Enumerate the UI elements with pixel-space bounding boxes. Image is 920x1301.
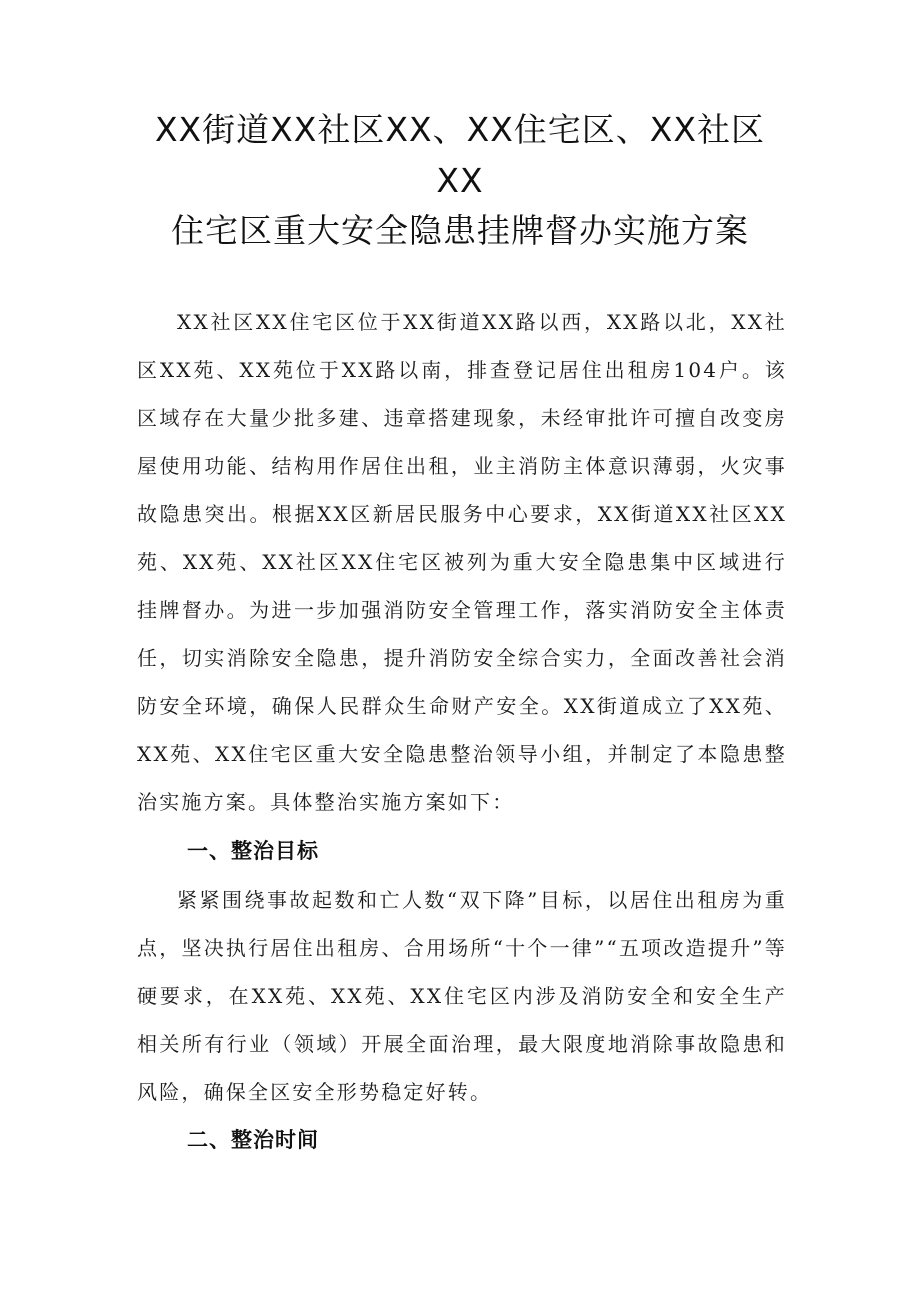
document-title-line-1: XX街道XX社区XX、XX住宅区、XX社区	[154, 110, 766, 149]
goals-paragraph: 紧紧围绕事故起数和亡人数“双下降”目标，以居住出租房为重点，坚决执行居住出租房、合用场所“十个一律”“五项改造提升”等硬要求，在XX苑、XX苑、XX住宅区内涉及消防安全和安全生产相关所有行业（领域）开展全面治理，最大限度地消除事故隐患和风险，确保全区安全形势稳定好转。	[137, 888, 787, 1104]
intro-section	[137, 298, 787, 826]
section-heading-schedule: 二、整治时间	[187, 1128, 319, 1152]
goals-section	[137, 876, 787, 1116]
document-title-line-3: 住宅区重大安全隐患挂牌督办实施方案	[171, 211, 749, 250]
document-title-line-2: XX	[436, 161, 484, 200]
intro-paragraph: XX社区XX住宅区位于XX街道XX路以西，XX路以北，XX社区XX苑、XX苑位于XX路以南，排查登记居住出租房104户。该区域存在大量少批多建、违章搭建现象，未经审批许可擅自改变房屋使用功能、结构用作居住出租，业主消防主体意识薄弱，火灾事故隐患突出。根据XX区新居民服务中心要求，XX街道XX社区XX苑、XX苑、XX社区XX住宅区被列为重大安全隐患集中区域进行挂牌督办。为进一步加强消防安全管理工作，落实消防安全主体责任，切实消除安全隐患，提升消防安全综合实力，全面改善社会消防安全环境，确保人民群众生命财产安全。XX街道成立了XX苑、XX苑、XX住宅区重大安全隐患整治领导小组，并制定了本隐患整治实施方案。具体整治实施方案如下：	[137, 310, 787, 814]
section-heading-goals: 一、整治目标	[187, 839, 319, 863]
